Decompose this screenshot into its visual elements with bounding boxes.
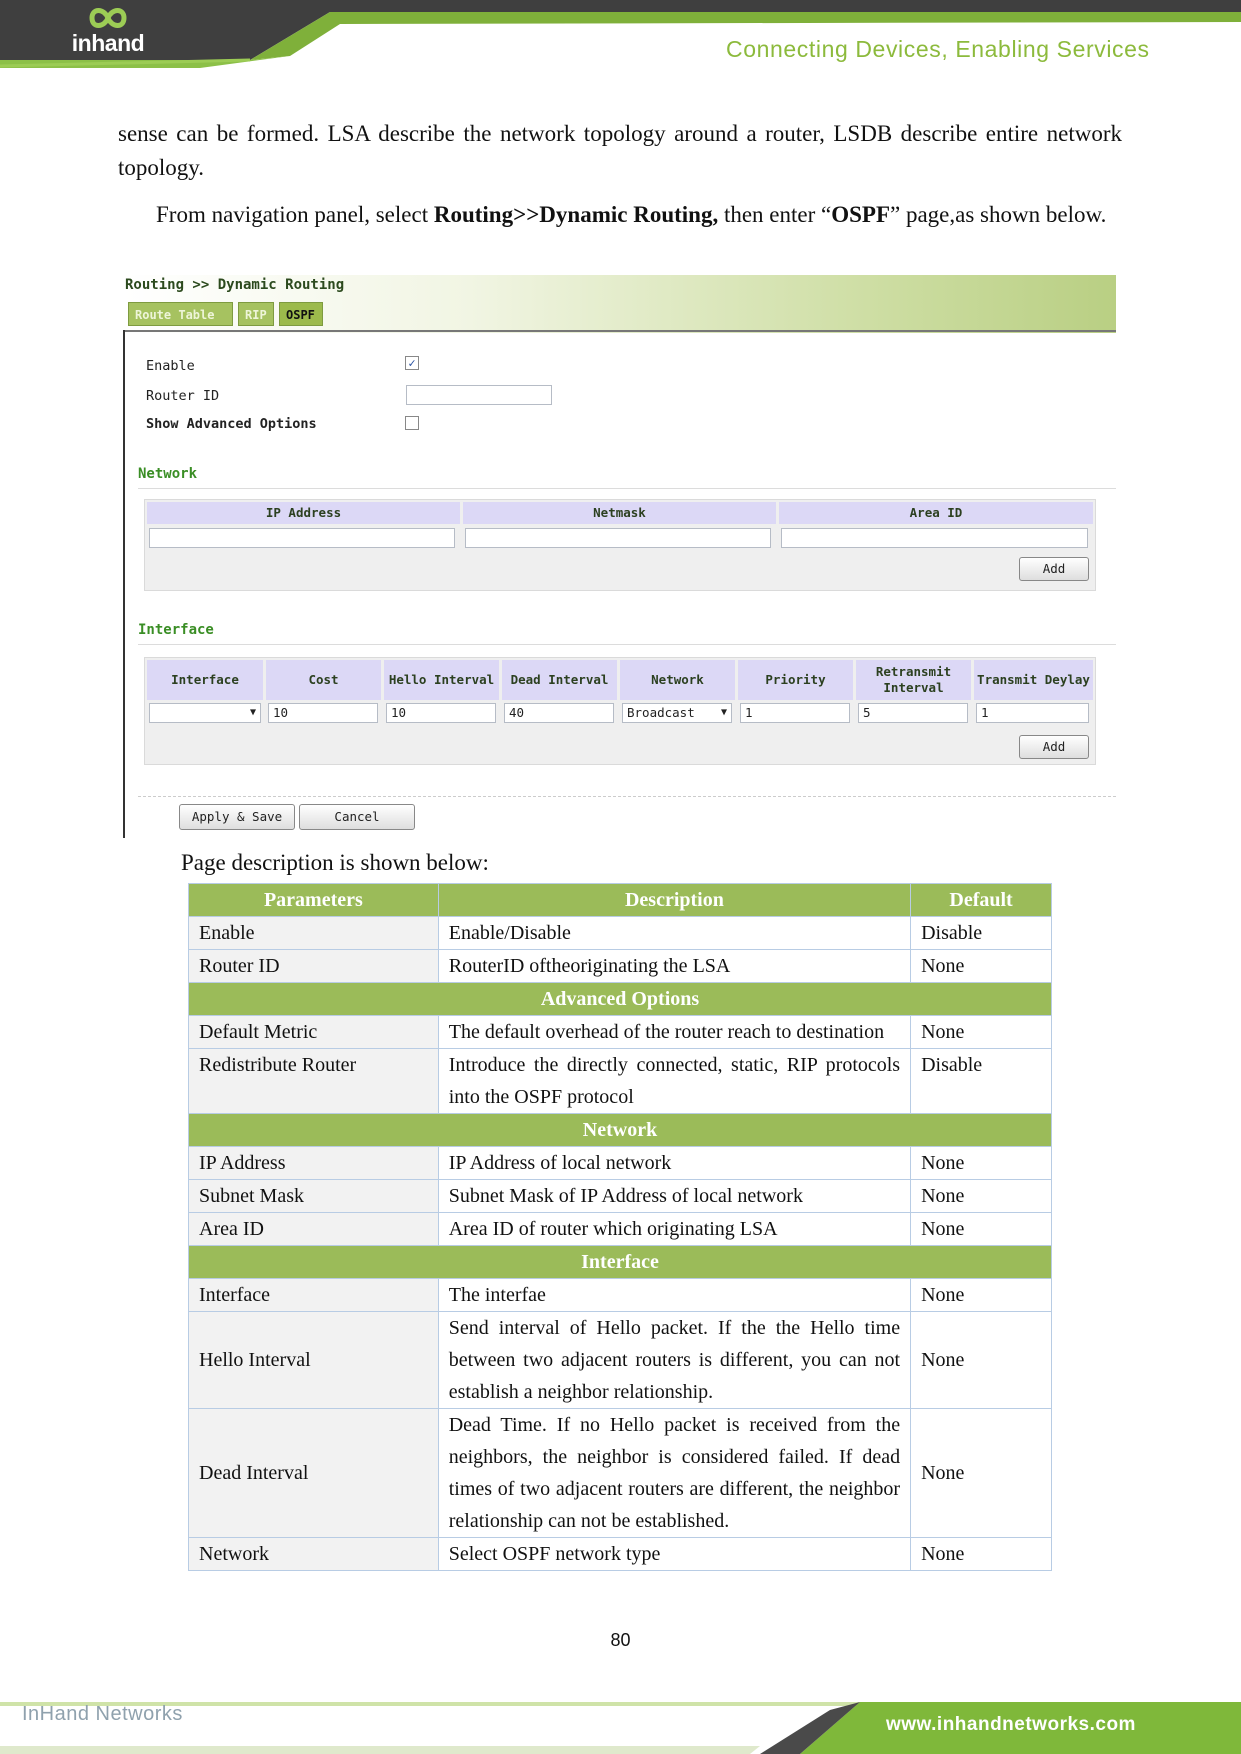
network-netmask-input[interactable] — [465, 528, 771, 548]
cancel-button[interactable]: Cancel — [299, 804, 415, 830]
interface-col-priority: Priority — [738, 660, 853, 700]
screenshot-top-bar — [123, 275, 1116, 333]
apply-save-button[interactable]: Apply & Save — [179, 804, 295, 830]
param-cell: IP Address — [189, 1147, 439, 1180]
group-label: Network — [189, 1114, 1052, 1147]
network-table — [144, 499, 1096, 591]
enable-label: Enable — [146, 358, 195, 374]
header-description: Description — [438, 884, 910, 917]
table-row — [189, 1538, 1052, 1571]
param-cell: Hello Interval — [189, 1312, 439, 1409]
description-cell: Enable/Disable — [438, 917, 910, 950]
logo-text: inhand — [71, 30, 145, 56]
tab-route-table[interactable]: Route Table — [128, 302, 233, 326]
table-row — [189, 1213, 1052, 1246]
table-header-row — [189, 884, 1052, 917]
interface-col-transmit: Transmit Deylay — [974, 660, 1093, 700]
network-type-value: Broadcast — [627, 705, 695, 720]
interface-col-network: Network — [620, 660, 735, 700]
default-cell: None — [911, 1016, 1052, 1049]
description-cell: Send interval of Hello packet. If the the Hello time between two adjacent routers is different, you can not establish a neighbor relationship. — [438, 1312, 910, 1409]
table-row — [189, 950, 1052, 983]
group-label: Interface — [189, 1246, 1052, 1279]
para2-text-2: then enter “ — [718, 202, 832, 227]
table-row — [189, 1279, 1052, 1312]
network-section-title: Network — [138, 466, 198, 482]
default-cell: None — [911, 1180, 1052, 1213]
description-cell: Dead Time. If no Hello packet is received from the neighbors, the neighbor is considered failed. If dead times of two adjacent routers are different, the neighbor relationship can not be established. — [438, 1409, 910, 1538]
enable-checkbox[interactable]: ✓ — [405, 356, 419, 370]
description-cell: Select OSPF network type — [438, 1538, 910, 1571]
cost-input[interactable]: 10 — [268, 703, 378, 723]
description-cell: Area ID of router which originating LSA — [438, 1213, 910, 1246]
interface-add-button[interactable]: Add — [1019, 735, 1089, 759]
group-label: Advanced Options — [189, 983, 1052, 1016]
tab-rip[interactable]: RIP — [238, 302, 274, 326]
network-area-id-input[interactable] — [781, 528, 1088, 548]
table-row — [189, 1016, 1052, 1049]
dead-interval-input[interactable]: 40 — [504, 703, 614, 723]
screenshot-left-border — [123, 330, 125, 838]
logo-mark-icon — [86, 4, 130, 32]
default-cell: None — [911, 1213, 1052, 1246]
header-default: Default — [911, 884, 1052, 917]
table-row — [189, 1049, 1052, 1114]
para2-text-3: ” page,as shown below. — [890, 202, 1107, 227]
default-cell: None — [911, 1409, 1052, 1538]
network-ip-input[interactable] — [149, 528, 455, 548]
default-cell: None — [911, 1312, 1052, 1409]
router-id-label: Router ID — [146, 388, 220, 404]
param-cell: Interface — [189, 1279, 439, 1312]
header-slogan: Connecting Devices, Enabling Services — [726, 36, 1150, 62]
screenshot-top-border — [125, 330, 1116, 332]
description-cell: RouterID oftheoriginating the LSA — [438, 950, 910, 983]
network-section-divider — [138, 488, 1116, 489]
table-row — [189, 1180, 1052, 1213]
parameter-table — [188, 883, 1052, 1571]
network-col-ip: IP Address — [147, 502, 460, 524]
interface-col-retransmit: Retransmit Interval — [856, 660, 971, 700]
table-row — [189, 1312, 1052, 1409]
interface-table — [144, 657, 1096, 765]
table-row — [189, 1147, 1052, 1180]
default-cell: None — [911, 1279, 1052, 1312]
description-cell: The default overhead of the router reach to destination — [438, 1016, 910, 1049]
table-row — [189, 1409, 1052, 1538]
param-cell: Redistribute Router — [189, 1049, 439, 1114]
description-cell: The interfae — [438, 1279, 910, 1312]
interface-section-title: Interface — [138, 622, 214, 638]
para2-text-1: From navigation panel, select — [156, 202, 434, 227]
interface-col-hello: Hello Interval — [384, 660, 499, 700]
interface-col-interface: Interface — [147, 660, 263, 700]
chevron-down-icon: ▼ — [249, 707, 256, 718]
para2-bold-ospf: OSPF — [831, 202, 891, 227]
param-cell: Router ID — [189, 950, 439, 983]
tab-ospf[interactable]: OSPF — [279, 302, 323, 326]
retransmit-interval-input[interactable]: 5 — [858, 703, 968, 723]
param-cell: Subnet Mask — [189, 1180, 439, 1213]
page-header — [0, 0, 1241, 80]
header-parameters: Parameters — [189, 884, 439, 917]
group-row-network — [189, 1114, 1052, 1147]
inhand-logo — [68, 2, 148, 60]
table-row — [189, 917, 1052, 950]
breadcrumb: Routing >> Dynamic Routing — [125, 277, 345, 293]
page-number: 80 — [610, 1630, 631, 1650]
advanced-options-label: Show Advanced Options — [146, 416, 317, 432]
form-bottom-divider — [138, 796, 1116, 797]
network-type-select[interactable] — [622, 703, 732, 723]
param-cell: Default Metric — [189, 1016, 439, 1049]
router-id-input[interactable] — [406, 385, 552, 405]
group-row-advanced — [189, 983, 1052, 1016]
para2-bold-path: Routing>>Dynamic Routing, — [433, 202, 719, 227]
priority-input[interactable]: 1 — [740, 703, 850, 723]
default-cell: Disable — [911, 917, 1052, 950]
hello-interval-input[interactable]: 10 — [386, 703, 496, 723]
description-cell: Subnet Mask of IP Address of local network — [438, 1180, 910, 1213]
ospf-screenshot — [123, 272, 1116, 838]
table-caption: Page description is shown below: — [181, 850, 489, 875]
group-row-interface — [189, 1246, 1052, 1279]
interface-select[interactable] — [149, 703, 261, 723]
param-cell: Dead Interval — [189, 1409, 439, 1538]
interface-col-cost: Cost — [266, 660, 381, 700]
param-cell: Enable — [189, 917, 439, 950]
chevron-down-icon: ▼ — [720, 707, 727, 718]
footer-company: InHand Networks — [22, 1703, 183, 1725]
default-cell: None — [911, 1538, 1052, 1571]
interface-col-dead: Dead Interval — [502, 660, 617, 700]
advanced-options-checkbox[interactable] — [405, 416, 419, 430]
default-cell: Disable — [911, 1049, 1052, 1114]
navigation-paragraph — [118, 198, 1122, 232]
param-cell: Area ID — [189, 1213, 439, 1246]
interface-section-divider — [138, 644, 1116, 645]
network-add-button[interactable]: Add — [1019, 557, 1089, 581]
network-col-netmask: Netmask — [463, 502, 776, 524]
description-cell: Introduce the directly connected, static, RIP protocols into the OSPF protocol — [438, 1049, 910, 1114]
footer-website: www.inhandnetworks.com — [886, 1714, 1136, 1735]
intro-paragraph: sense can be formed. LSA describe the network topology around a router, LSDB describe entire network topology. — [118, 121, 1122, 180]
network-col-area-id: Area ID — [779, 502, 1093, 524]
param-cell: Network — [189, 1538, 439, 1571]
default-cell: None — [911, 1147, 1052, 1180]
default-cell: None — [911, 950, 1052, 983]
transmit-delay-input[interactable]: 1 — [976, 703, 1089, 723]
description-cell: IP Address of local network — [438, 1147, 910, 1180]
